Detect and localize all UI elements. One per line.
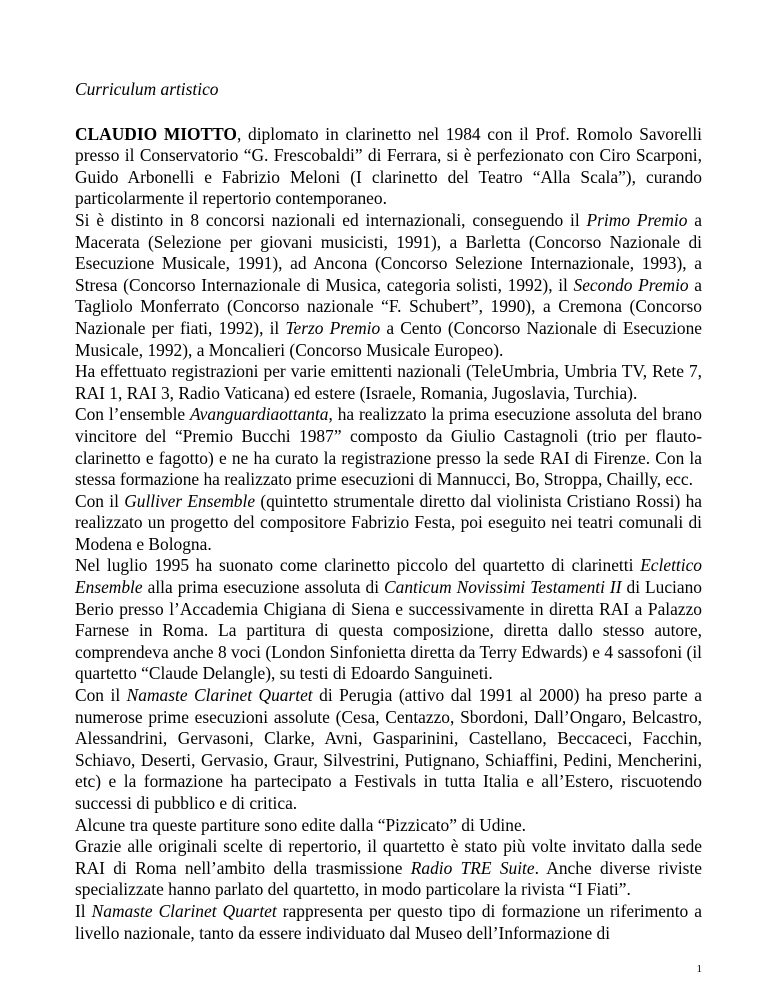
italic-title: Radio TRE Suite [410, 857, 535, 878]
italic-title: Secondo Premio [573, 274, 689, 295]
italic-title: Namaste Clarinet Quartet [126, 685, 313, 706]
text-run: Ha effettuato registrazioni per varie emittenti nazionali (TeleUmbria, Umbria TV, Rete 7, RAI 1, RAI 3, Radio Vaticana) ed estere (Israele, Romania, Jugoslavia, Turchia). [75, 361, 702, 403]
text-run: , diplomato in clarinetto nel 1984 con il Prof. Romolo Savorelli presso il Conservatorio “G. Frescobaldi” di Ferrara, si è perfezionato con Ciro Scarponi, Guido Arbonelli e Fabrizio Meloni (I clarinetto del Teatro “Alla Scala”), curando particolarmente il repertorio contemporaneo. [75, 123, 702, 209]
text-run: Il [75, 900, 92, 921]
text-run: di Luciano Berio presso l’Accademia Chigiana di Siena e successivamente in diretta RAI a Palazzo Farnese in Roma. La partitura di questa composizione, diretta dallo stesso autore, comprendeva anche 8 voci (London Sinfonietta diretta da Terry Edwards) e 4 sassofoni (il quartetto “Claude Delangle), su testi di Edoardo Sanguineti. [75, 577, 702, 684]
italic-title: Namaste Clarinet Quartet [91, 900, 277, 921]
text-run: a Cento (Concorso Nazionale di Esecuzione Musicale, 1992), a Moncalieri (Concorso Musicale Europeo). [75, 317, 703, 360]
paragraph [75, 901, 702, 944]
paragraph [75, 836, 702, 901]
italic-title: Avanguardiaottanta [190, 404, 329, 425]
text-run: , ha realizzato la prima esecuzione assoluta del brano vincitore del “Premio Bucchi 1987” composto da Giulio Castagnoli (trio per flauto-clarinetto e fagotto) e ne ha curato la registrazione presso la sede RAI di Firenze. Con la stessa formazione ha realizzato prime esecuzioni di Mannucci, Bo, Stroppa, Chailly, ecc. [75, 404, 702, 490]
paragraph [75, 404, 702, 490]
document-page [75, 79, 702, 944]
paragraph [75, 361, 702, 404]
text-run: Con l’ensemble [75, 404, 191, 425]
paragraph [75, 815, 702, 837]
page-number: 1 [696, 963, 702, 975]
text-run: alla prima esecuzione assoluta di [142, 577, 385, 598]
text-run: a Macerata (Selezione per giovani musicisti, 1991), a Barletta (Concorso Nazionale di Esecuzione Musicale, 1991), ad Ancona (Concorso Selezione Internazionale, 1993), a Stresa (Concorso Internazionale di Musica, categoria solisti, 1992), il [75, 209, 702, 295]
text-run: Con il [75, 490, 125, 511]
text-run: Nel luglio 1995 ha suonato come clarinetto piccolo del quartetto di clarinetti [75, 555, 641, 576]
italic-title: Terzo Premio [285, 317, 381, 338]
italic-title: Eclettico Ensemble [75, 555, 702, 598]
paragraph [75, 124, 702, 210]
name-bold: CLAUDIO MIOTTO [75, 123, 237, 144]
text-run: Si è distinto in 8 concorsi nazionali ed internazionali, conseguendo il [75, 209, 587, 230]
text-run: a Tagliolo Monferrato (Concorso nazionale “F. Schubert”, 1990), a Cremona (Concorso Nazionale per fiati, 1992), il [75, 274, 703, 338]
text-run: (quintetto strumentale diretto dal violinista Cristiano Rossi) ha realizzato un progetto del compositore Fabrizio Festa, poi eseguito nei teatri comunali di Modena e Bologna. [75, 490, 702, 554]
italic-title: Canticum Novissimi Testamenti II [384, 577, 622, 598]
text-run: Grazie alle originali scelte di repertorio, il quartetto è stato più volte invitato dalla sede RAI di Roma nell’ambito della trasmissione [75, 836, 702, 878]
text-run: Alcune tra queste partiture sono edite dalla “Pizzicato” di Udine. [75, 814, 527, 835]
paragraph [75, 491, 702, 556]
document-heading: Curriculum artistico [75, 79, 219, 99]
italic-title: Primo Premio [586, 209, 688, 230]
paragraph [75, 555, 702, 685]
text-run: di Perugia (attivo dal 1991 al 2000) ha preso parte a numerose prime esecuzioni assolute (Cesa, Centazzo, Sbordoni, Dall’Ongaro, Belcastro, Alessandrini, Gervasoni, Clarke, Avni, Gasparinini, Castellano, Beccaceci, Facchin, Schiavo, Deserti, Gervasio, Graur, Silvestrini, Putignano, Schiaffini, Pedini, Mencherini, etc) e la formazione ha partecipato a Festivals in tutta Italia e all’Estero, riscuotendo successi di pubblico e di critica. [75, 685, 702, 813]
text-run: . Anche diverse riviste specializzate hanno parlato del quartetto, in modo particolare la rivista “I Fiati”. [75, 857, 702, 900]
italic-title: Gulliver Ensemble [124, 490, 256, 511]
biography-text [75, 124, 702, 945]
paragraph [75, 685, 702, 815]
paragraph [75, 210, 702, 361]
text-run: rappresenta per questo tipo di formazione un riferimento a livello nazionale, tanto da essere individuato dal Museo dell’Informazione di [75, 900, 702, 943]
text-run: Con il [75, 685, 127, 706]
